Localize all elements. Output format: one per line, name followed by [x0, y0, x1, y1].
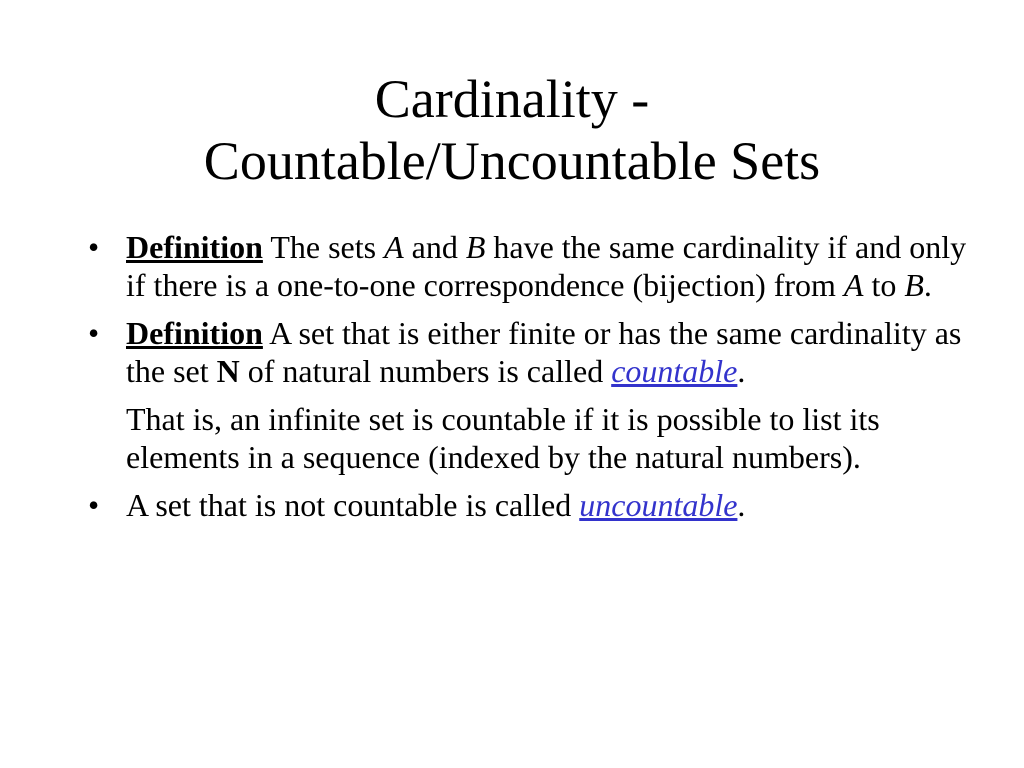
- bullet-text: and: [403, 229, 466, 265]
- bullet-marker: •: [88, 315, 100, 351]
- natural-numbers-symbol: N: [216, 353, 240, 389]
- bullet-marker: •: [88, 487, 100, 523]
- bullet-text: have the same cardinality if and only if there is a one-to-one correspondence (bijection) from: [126, 229, 967, 303]
- bullet-text: to: [863, 267, 905, 303]
- bullet-text: of natural numbers is called: [239, 353, 612, 389]
- slide-body: [88, 228, 968, 534]
- definition-keyword: Definition: [126, 229, 263, 265]
- countable-explanation-paragraph: That is, an infinite set is countable if it is possible to list its elements in a sequence (indexed by the natural numbers).: [126, 401, 880, 475]
- set-variable-b: B: [904, 267, 924, 303]
- bullet-text: .: [923, 267, 932, 303]
- slide-title: [0, 68, 1024, 192]
- bullet-text: A set that is not countable is called: [126, 487, 580, 523]
- slide-title-line-2: Countable/Uncountable Sets: [203, 131, 821, 191]
- term-uncountable: uncountable: [579, 487, 738, 523]
- slide-title-line-1: Cardinality -: [374, 69, 650, 129]
- bullet-cardinality-definition: [88, 228, 968, 304]
- definition-keyword: Definition: [126, 315, 263, 351]
- set-variable-a: A: [843, 267, 864, 303]
- bullet-uncountable-definition: [88, 486, 968, 524]
- bullet-text: .: [737, 353, 746, 389]
- bullet-text: A set that is either finite or has the same cardinality as the set: [126, 315, 962, 389]
- bullet-text: .: [737, 487, 746, 523]
- term-countable: countable: [611, 353, 738, 389]
- bullet-text: The sets: [262, 229, 385, 265]
- bullet-countable-definition: [88, 314, 968, 390]
- bullet-marker: •: [88, 229, 100, 265]
- set-variable-b: B: [465, 229, 486, 265]
- set-variable-a: A: [384, 229, 404, 265]
